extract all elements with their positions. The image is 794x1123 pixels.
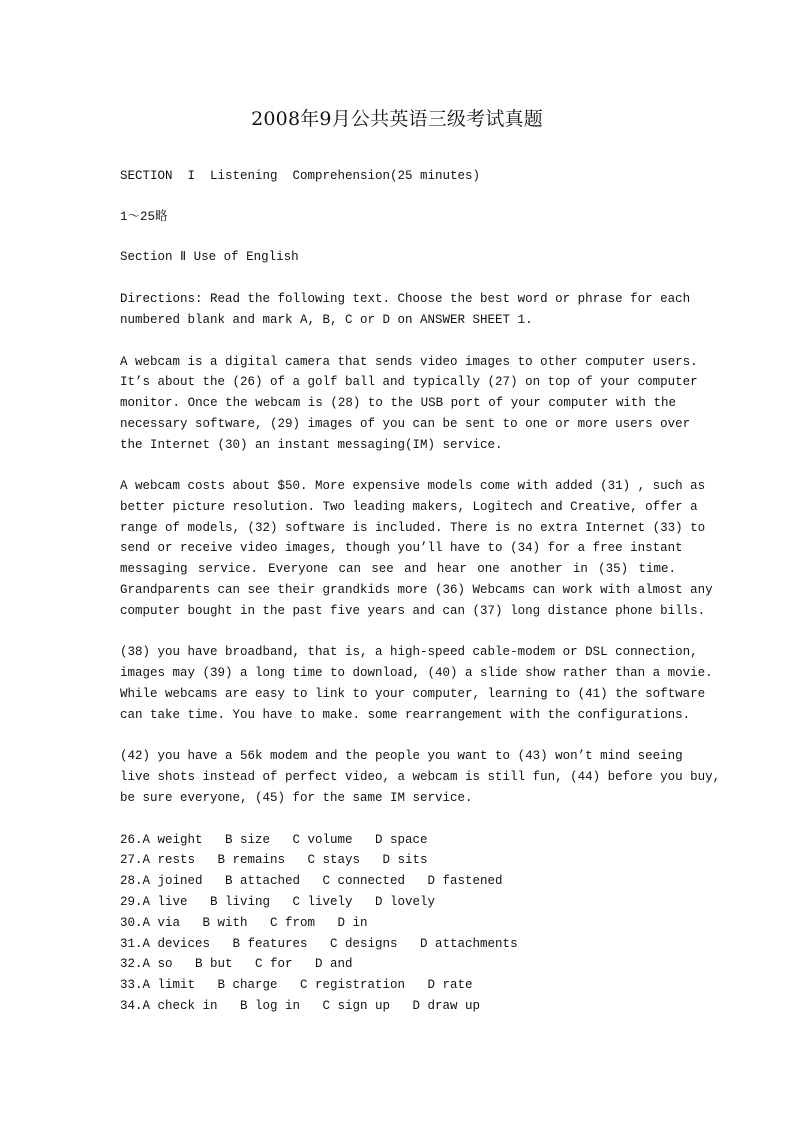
question-options: 26.A weight B size C volume D space [120,833,428,847]
question-options: 28.A joined B attached C connected D fastened [120,874,503,888]
page-title: 2008年9月公共英语三级考试真题 [251,108,543,130]
question-options: 33.A limit B charge C registration D rate [120,978,473,992]
passage-line: live shots instead of perfect video, a webcam is still fun, (44) before you buy, [120,770,721,784]
question-options: 34.A check in B log in C sign up D draw up [120,999,481,1013]
question-options: 27.A rests B remains C stays D sits [120,853,428,867]
passage-line: computer bought in the past five years and can (37) long distance phone bills. [120,604,706,618]
passage-line: better picture resolution. Two leading makers, Logitech and Creative, offer a [120,500,698,514]
passage-line: A webcam is a digital camera that sends video images to other computer users. [120,355,698,369]
directions-line: numbered blank and mark A, B, C or D on ANSWER SHEET 1. [120,313,533,327]
question-options: 30.A via B with C from D in [120,916,368,930]
question-options: 29.A live B living C lively D lovely [120,895,436,909]
question-options: 32.A so B but C for D and [120,957,353,971]
section-1-heading: SECTION I Listening Comprehension(25 minutes) [120,169,481,183]
passage-line: While webcams are easy to link to your computer, learning to (41) the software [120,687,706,701]
passage-line: (38) you have broadband, that is, a high-speed cable-modem or DSL connection, [120,645,698,659]
question-options: 31.A devices B features C designs D attachments [120,937,518,951]
passage-line: images may (39) a long time to download, (40) a slide show rather than a movie. [120,666,713,680]
passage-line: Grandparents can see their grandkids more (36) Webcams can work with almost any [120,583,713,597]
passage-line: send or receive video images, though you’ll have to (34) for a free instant [120,541,683,555]
passage-line: (42) you have a 56k modem and the people you want to (43) won’t mind seeing [120,749,683,763]
passage-line: messaging service. Everyone can see and hear one another in (35) time. [120,562,676,576]
passage-line: range of models, (32) software is included. There is no extra Internet (33) to [120,521,706,535]
skipped-questions-note: 1～25略 [120,210,168,224]
passage-line: It’s about the (26) of a golf ball and typically (27) on top of your computer [120,375,698,389]
directions-line: Directions: Read the following text. Choose the best word or phrase for each [120,292,691,306]
passage-line: necessary software, (29) images of you can be sent to one or more users over [120,417,691,431]
passage-line: A webcam costs about $50. More expensive models come with added (31) , such as [120,479,706,493]
passage-line: be sure everyone, (45) for the same IM service. [120,791,473,805]
passage-line: can take time. You have to make. some rearrangement with the configurations. [120,708,691,722]
passage-line: monitor. Once the webcam is (28) to the USB port of your computer with the [120,396,676,410]
section-2-heading: Section Ⅱ Use of English [120,250,299,264]
passage-line: the Internet (30) an instant messaging(IM) service. [120,438,503,452]
